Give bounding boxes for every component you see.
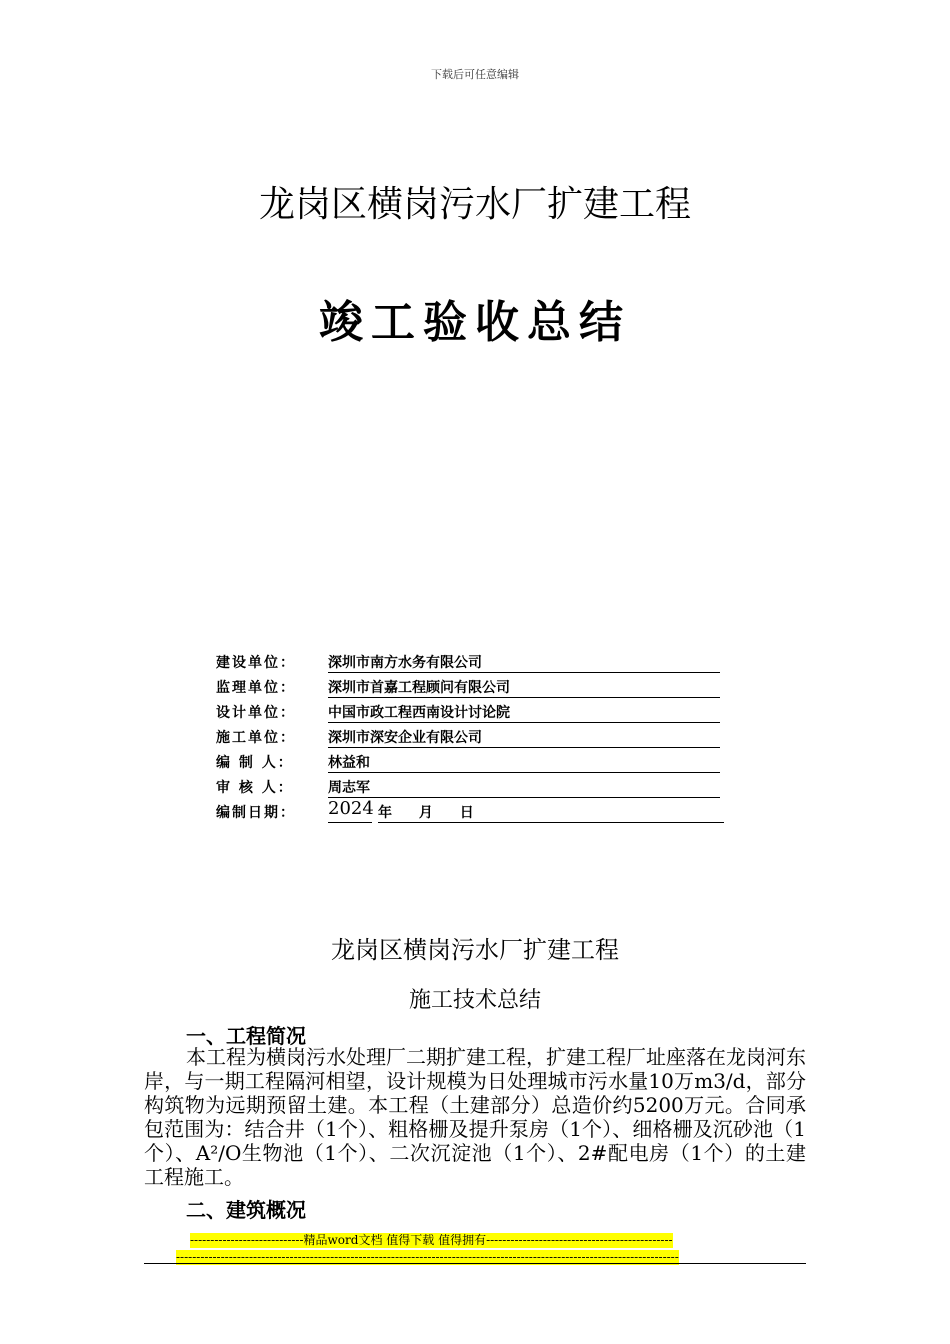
- date-year: 2024: [328, 798, 372, 823]
- section-heading-overview: 一、工程简况: [186, 1024, 306, 1048]
- overview-paragraph: 本工程为横岗污水处理厂二期扩建工程，扩建工程厂址座落在龙岗河东岸，与一期工程隔河相望，设计规模为日处理城市污水量10万m3/d，部分构筑物为远期预留土建。本工程（土建部分）总造价约5200万元。合同承包范围为：结合井（1个）、粗格栅及提升泵房（1个）、细格栅及沉砂池（1个）、A²/O生物池（1个）、二次沉淀池（1个）、2#配电房（1个）的土建工程施工。: [144, 1045, 806, 1189]
- info-label: 施工单位：: [216, 730, 296, 746]
- cover-subtitle: 竣工验收总结: [319, 297, 631, 348]
- cover-info-table: [216, 648, 726, 823]
- info-label: 编 制 人：: [216, 755, 294, 771]
- info-value: 深圳市南方水务有限公司: [328, 652, 720, 673]
- date-month-day: 年 月 日: [378, 802, 724, 823]
- summary-title: 龙岗区横岗污水厂扩建工程: [331, 936, 619, 964]
- section-heading-architecture: 二、建筑概况: [186, 1198, 306, 1222]
- cover-title: 龙岗区横岗污水厂扩建工程: [258, 184, 691, 225]
- info-value: 林益和: [328, 752, 720, 773]
- info-value: 深圳市深安企业有限公司: [328, 727, 720, 748]
- info-label: 监理单位：: [216, 680, 296, 696]
- summary-subtitle: 施工技术总结: [408, 988, 541, 1013]
- info-value: 中国市政工程西南设计讨论院: [328, 702, 720, 723]
- info-label: 审 核 人：: [216, 780, 294, 796]
- info-row-reviewer: [216, 773, 726, 798]
- header-note: 下载后可任意编辑: [431, 68, 519, 81]
- info-row-date: [216, 798, 726, 823]
- info-label: 建设单位：: [216, 655, 296, 671]
- info-row-owner: [216, 648, 726, 673]
- info-label: 设计单位：: [216, 705, 296, 721]
- footer-rule: [144, 1263, 806, 1264]
- info-row-author: [216, 748, 726, 773]
- footer-line-2: ----------------------------------------------------------------------------------------------------------------------------: [176, 1250, 679, 1264]
- info-row-supervisor: [216, 673, 726, 698]
- footer-line-1: ----------------------------精品word文档 值得下载 值得拥有----------------------------------------------: [190, 1233, 673, 1247]
- info-row-contractor: [216, 723, 726, 748]
- info-value: 深圳市首嘉工程顾问有限公司: [328, 677, 720, 698]
- info-label: 编制日期：: [216, 805, 296, 821]
- info-value: 周志军: [328, 777, 720, 798]
- info-row-designer: [216, 698, 726, 723]
